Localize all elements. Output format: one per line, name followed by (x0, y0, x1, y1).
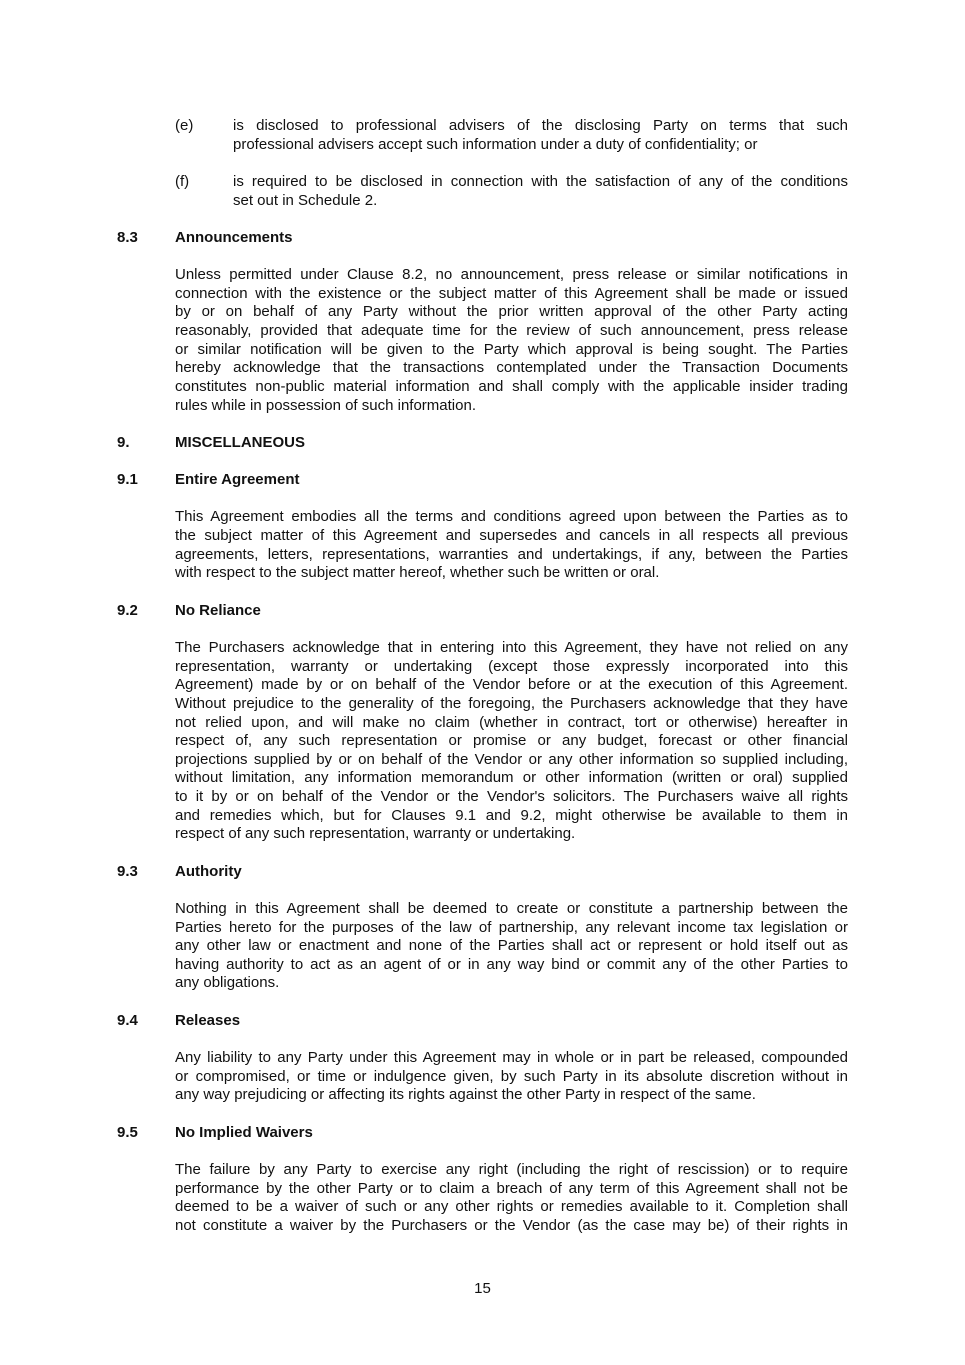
text-line: and remedies which, but for Clauses 9.1 and 9.2, might otherwise be available to them in (175, 806, 848, 824)
section-number: 8.3 (117, 228, 138, 246)
document-body (0, 117, 965, 1254)
text-line: the subject matter of this Agreement and supersedes and cancels in all respects all previous (175, 527, 848, 545)
text-line: to it by or on behalf of the Vendor or the Vendor's solicitors. The Purchasers waive all rights (175, 788, 848, 806)
list-item (0, 173, 848, 210)
section-title: MISCELLANEOUS (175, 433, 306, 451)
section-heading (0, 229, 965, 248)
text-line: representation, warranty or undertaking (except those expressly incorporated into this (175, 657, 848, 675)
text-line: This Agreement embodies all the terms and conditions agreed upon between the Parties as to (175, 508, 848, 526)
text-line: reasonably, provided that adequate time for the review of such announcement, press release (175, 322, 848, 340)
text-line: any obligations. (175, 974, 280, 992)
text-line: rules while in possession of such information. (175, 396, 476, 414)
section-title: Announcements (175, 228, 293, 246)
text-line: Nothing in this Agreement shall be deemed to create or constitute a partnership between the (175, 899, 848, 917)
text-line: not relied upon, and will make no claim (whether in contract, tort or otherwise) hereafter in (175, 713, 848, 731)
section-paragraph (0, 900, 848, 993)
section-number: 9.3 (117, 862, 138, 880)
section-title: Entire Agreement (175, 471, 300, 489)
section-number: 9.4 (117, 1011, 138, 1029)
text-line: any other law or enactment and none of the Parties shall act or represent or hold itself out as (175, 937, 848, 955)
text-line: connection with the existence or the subject matter of this Agreement shall be made or issued (175, 284, 848, 302)
section-heading (0, 602, 965, 621)
text-line: by or on behalf of any Party without the prior written approval of the other Party acting (175, 303, 848, 321)
section-heading (0, 863, 965, 882)
text-line: The Purchasers acknowledge that in entering into this Agreement, they have not relied on any (175, 638, 848, 656)
text-line: The failure by any Party to exercise any right (including the right of rescission) or to require (175, 1160, 848, 1178)
text-line: projections supplied by or on behalf of the Vendor or any other information so supplied including, (175, 750, 848, 768)
text-line: set out in Schedule 2. (233, 191, 378, 209)
section-heading (0, 471, 965, 490)
section-title: No Reliance (175, 601, 261, 619)
text-line: respect of, any such representation or promise or any budget, forecast or other financial (175, 732, 848, 750)
text-line: any way prejudicing or affecting its rights against the other Party in respect of the same. (175, 1086, 756, 1104)
text-line: Unless permitted under Clause 8.2, no announcement, press release or similar notifications in (175, 266, 848, 284)
text-line: deemed to be a waiver of such or any other rights or remedies available to it. Completion shall (175, 1198, 848, 1216)
section-heading (0, 434, 965, 453)
section-heading (0, 1012, 965, 1031)
text-line: Agreement) made by or on behalf of the Vendor before or at the execution of this Agreement. (175, 676, 848, 694)
section-paragraph (0, 1161, 848, 1236)
text-line: is required to be disclosed in connection with the satisfaction of any of the conditions (233, 172, 848, 190)
text-line: Any liability to any Party under this Agreement may in whole or in part be released, compounded (175, 1049, 848, 1067)
section-number: 9.2 (117, 601, 138, 619)
text-line: hereby acknowledge that the transactions contemplated under the Transaction Documents (175, 359, 848, 377)
text-line: is disclosed to professional advisers of the disclosing Party on terms that such (233, 117, 848, 134)
text-line: or compromised, or time or indulgence given, by such Party in its absolute discretion without in (175, 1067, 848, 1085)
section-paragraph (0, 508, 848, 583)
item-label: (f) (175, 172, 190, 190)
text-line: professional advisers accept such information under a duty of confidentiality; or (233, 135, 758, 153)
section-title: No Implied Waivers (175, 1123, 313, 1141)
text-line: constitutes non-public material information and shall comply with the applicable insider trading (175, 377, 848, 395)
text-line: Without prejudice to the generality of the foregoing, the Purchasers acknowledge that they have (175, 694, 848, 712)
page-number: 15 (474, 1280, 491, 1297)
section-number: 9.5 (117, 1123, 138, 1141)
text-line: Parties hereto for the purposes of the law of partnership, any relevant income tax legislation or (175, 918, 848, 936)
text-line: respect of any such representation, warranty or undertaking. (175, 825, 576, 843)
text-line: having authority to act as an agent of or in any way bind or commit any of the other Parties to (175, 955, 848, 973)
section-paragraph (0, 266, 848, 415)
section-title: Authority (175, 862, 242, 880)
section-heading (0, 1124, 965, 1143)
text-line: agreements, letters, representations, warranties and undertakings, if any, between the Parties (175, 545, 848, 563)
text-line: or similar notification will be given to the Party which approval is being sought. The Parties (175, 340, 848, 358)
section-number: 9.1 (117, 471, 138, 489)
text-line: with respect to the subject matter hereof, whether such be written or oral. (175, 564, 660, 582)
item-label: (e) (175, 117, 194, 134)
text-line: without limitation, any information memorandum or other information (written or oral) supplied (175, 769, 848, 787)
text-line: not constitute a waiver by the Purchasers or the Vendor (as the case may be) of their rights in (175, 1216, 848, 1234)
section-paragraph (0, 1049, 848, 1105)
section-number: 9. (117, 433, 130, 451)
text-line: performance by the other Party or to claim a breach of any term of this Agreement shall not be (175, 1179, 848, 1197)
section-title: Releases (175, 1011, 241, 1029)
section-paragraph (0, 639, 848, 844)
list-item (0, 117, 848, 154)
